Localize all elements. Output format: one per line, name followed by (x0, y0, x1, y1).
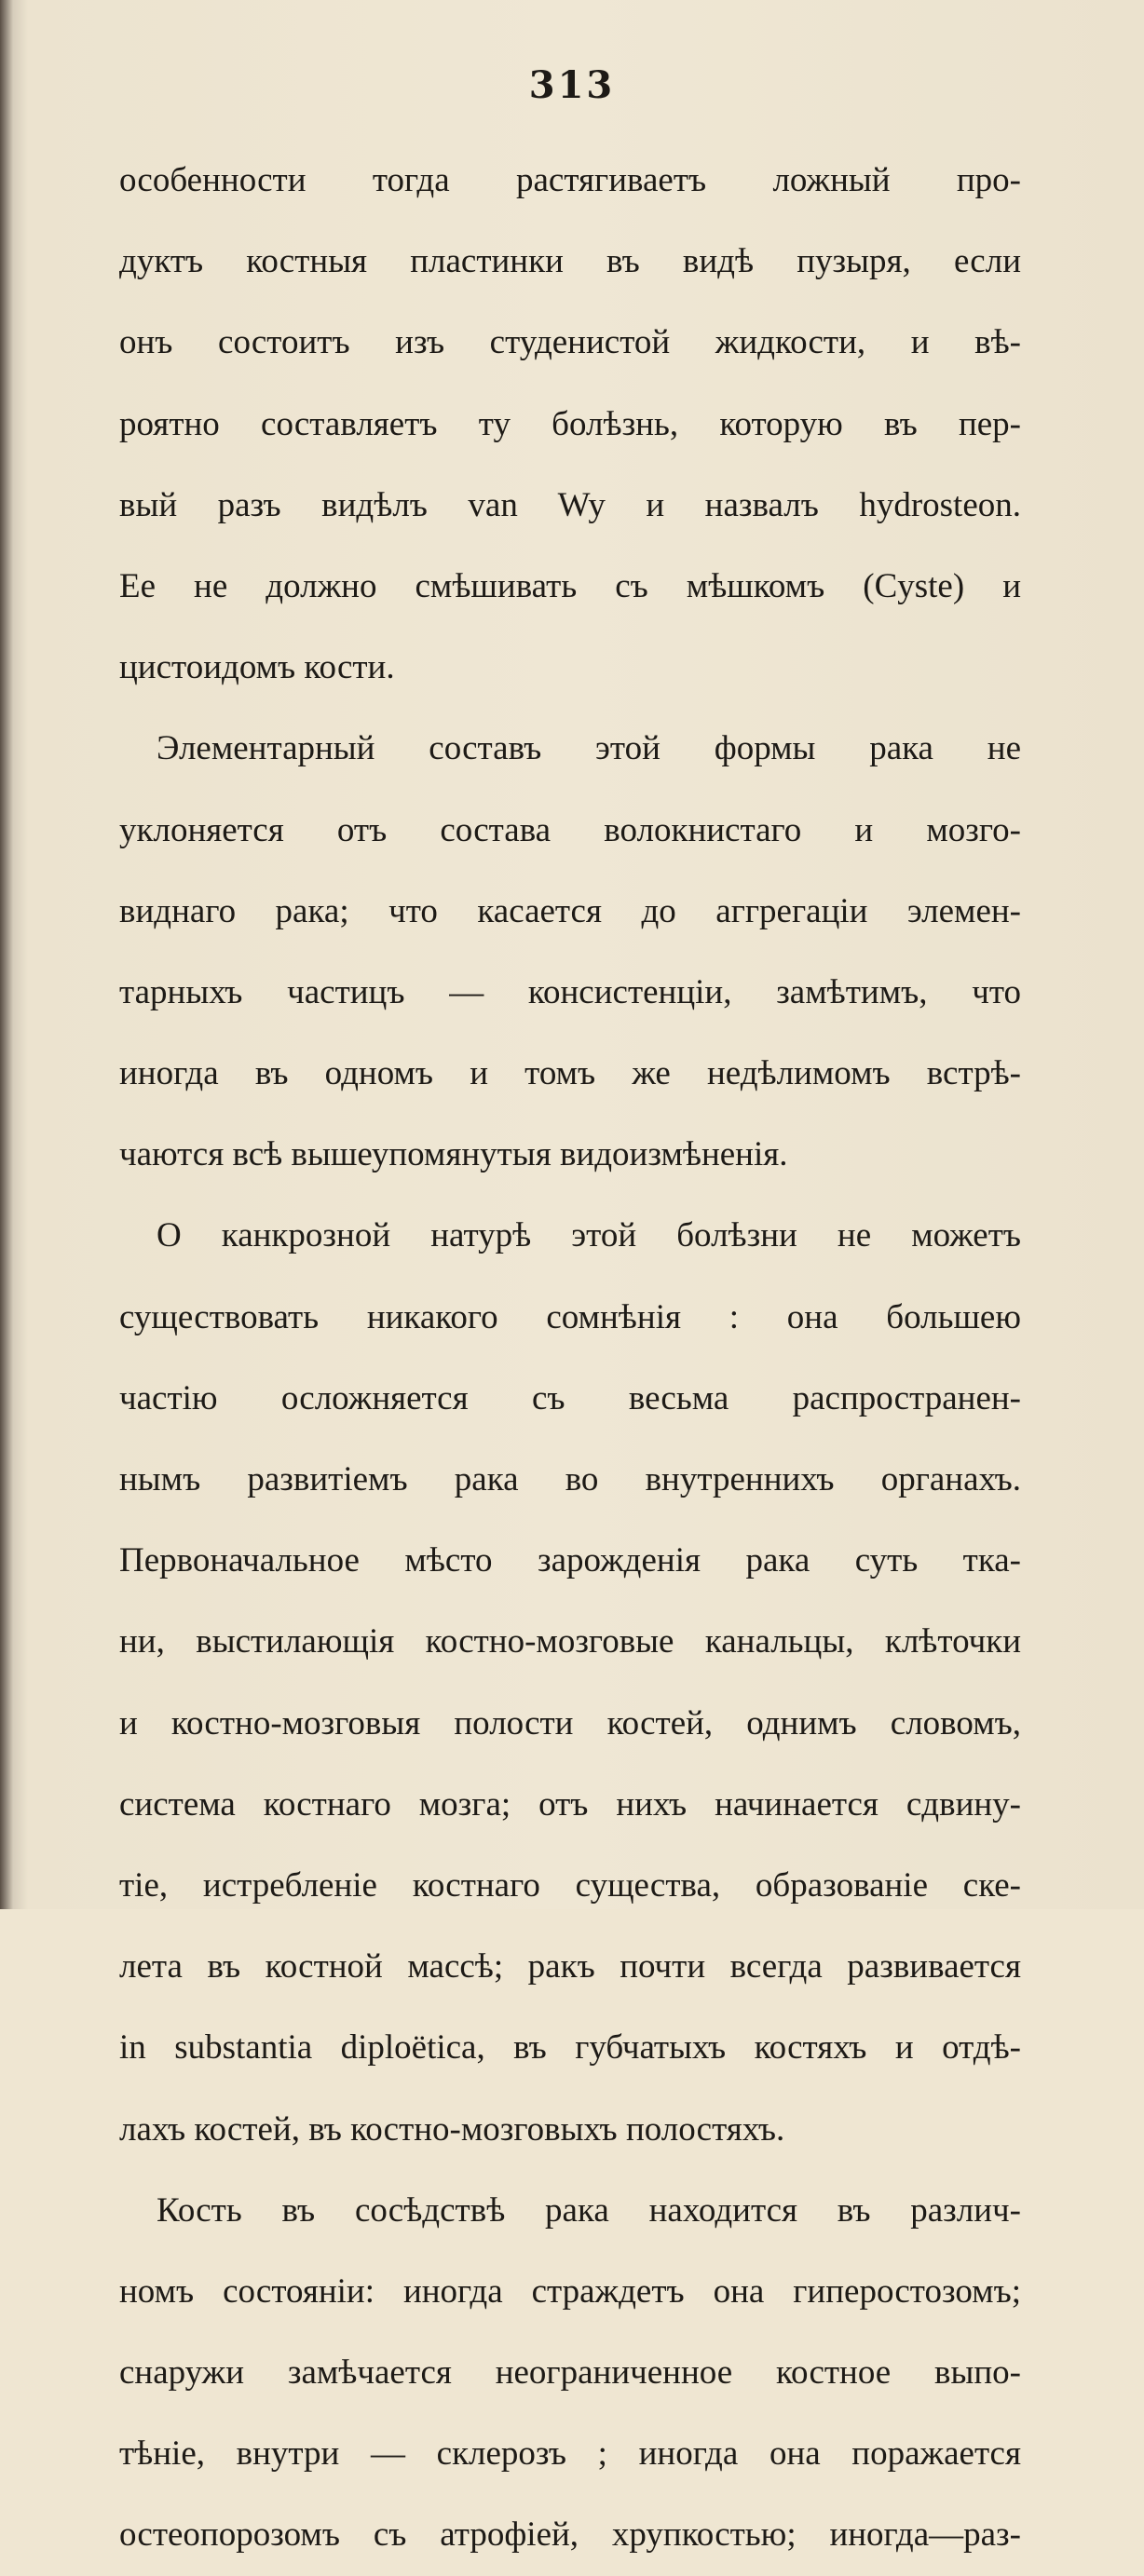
text-line: система костнаго мозга; отъ нихъ начинается сдвину- (119, 1784, 1021, 1824)
text-line: остеопорозомъ съ атрофiей, хрупкостью; иногда—раз- (119, 2515, 1021, 2555)
text-line: виднаго рака; что касается до аггрегацiи элемен- (119, 891, 1021, 930)
text-line: снаружи замѣчается неограниченное костное выпо- (119, 2353, 1021, 2393)
text-line: вый разъ видѣлъ van Wy и назвалъ hydrosteon. (119, 485, 1021, 524)
text-line: лета въ костной массѣ; ракъ почти всегда развивается (119, 1947, 1021, 1986)
paragraph-3 (119, 1195, 1021, 2169)
text-line: онъ состоитъ изъ студенистой жидкости, и вѣ- (119, 323, 1021, 362)
text-line: роятно составляетъ ту болѣзнь, которую въ пер- (119, 404, 1021, 443)
text-line: Кость въ сосѣдствѣ рака находится въ различ- (157, 2190, 1021, 2230)
text-line: Ее не должно смѣшивать съ мѣшкомъ (Cyste) и (119, 566, 1021, 605)
text-line: номъ состоянiи: иногда страждетъ она гиперостозомъ; (119, 2271, 1021, 2311)
text-line: цистоидомъ кости. (119, 648, 395, 687)
text-line: частiю осложняется съ весьма распространен- (119, 1378, 1021, 1417)
text-line: Первоначальное мѣсто зарожденiя рака суть тка- (119, 1541, 1021, 1580)
text-line: и костно-мозговыя полости костей, однимъ словомъ, (119, 1703, 1021, 1742)
paragraph-2 (119, 708, 1021, 1195)
text-line: существовать никакого сомнѣнiя : она большею (119, 1297, 1021, 1336)
text-line: ни, выстилающiя костно-мозговые канальцы, клѣточки (119, 1622, 1021, 1661)
page-number: 313 (528, 63, 616, 107)
paragraph-4 (119, 2170, 1021, 2576)
text-line: особенности тогда растягиваетъ ложный про- (119, 161, 1021, 199)
text-line: нымъ развитiемъ рака во внутреннихъ органахъ. (119, 1460, 1021, 1498)
body-text (119, 140, 1021, 2576)
text-line: тарныхъ частицъ — консистенцiи, замѣтимъ, что (119, 972, 1021, 1011)
paragraph-1 (119, 140, 1021, 708)
text-line: иногда въ одномъ и томъ же недѣлимомъ встрѣ- (119, 1054, 1021, 1093)
text-line: in substantia diploëtica, въ губчатыхъ костяхъ и отдѣ- (119, 2028, 1021, 2068)
text-line: чаются всѣ вышеупомянутыя видоизмѣненiя. (119, 1135, 788, 1174)
text-line: дуктъ костныя пластинки въ видѣ пузыря, если (119, 242, 1021, 281)
text-line: Элементарный составъ этой формы рака не (157, 729, 1021, 768)
text-line: тiе, истребленiе костнаго существа, образованiе ске- (119, 1865, 1021, 1905)
text-line: О канкрозной натурѣ этой болѣзни не можетъ (157, 1216, 1021, 1255)
text-line: тѣнiе, внутри — склерозъ ; иногда она поражается (119, 2434, 1021, 2474)
text-line: лахъ костей, въ костно-мозговыхъ полостяхъ. (119, 2109, 785, 2149)
text-line: уклоняется отъ состава волокнистаго и мозго- (119, 810, 1021, 849)
